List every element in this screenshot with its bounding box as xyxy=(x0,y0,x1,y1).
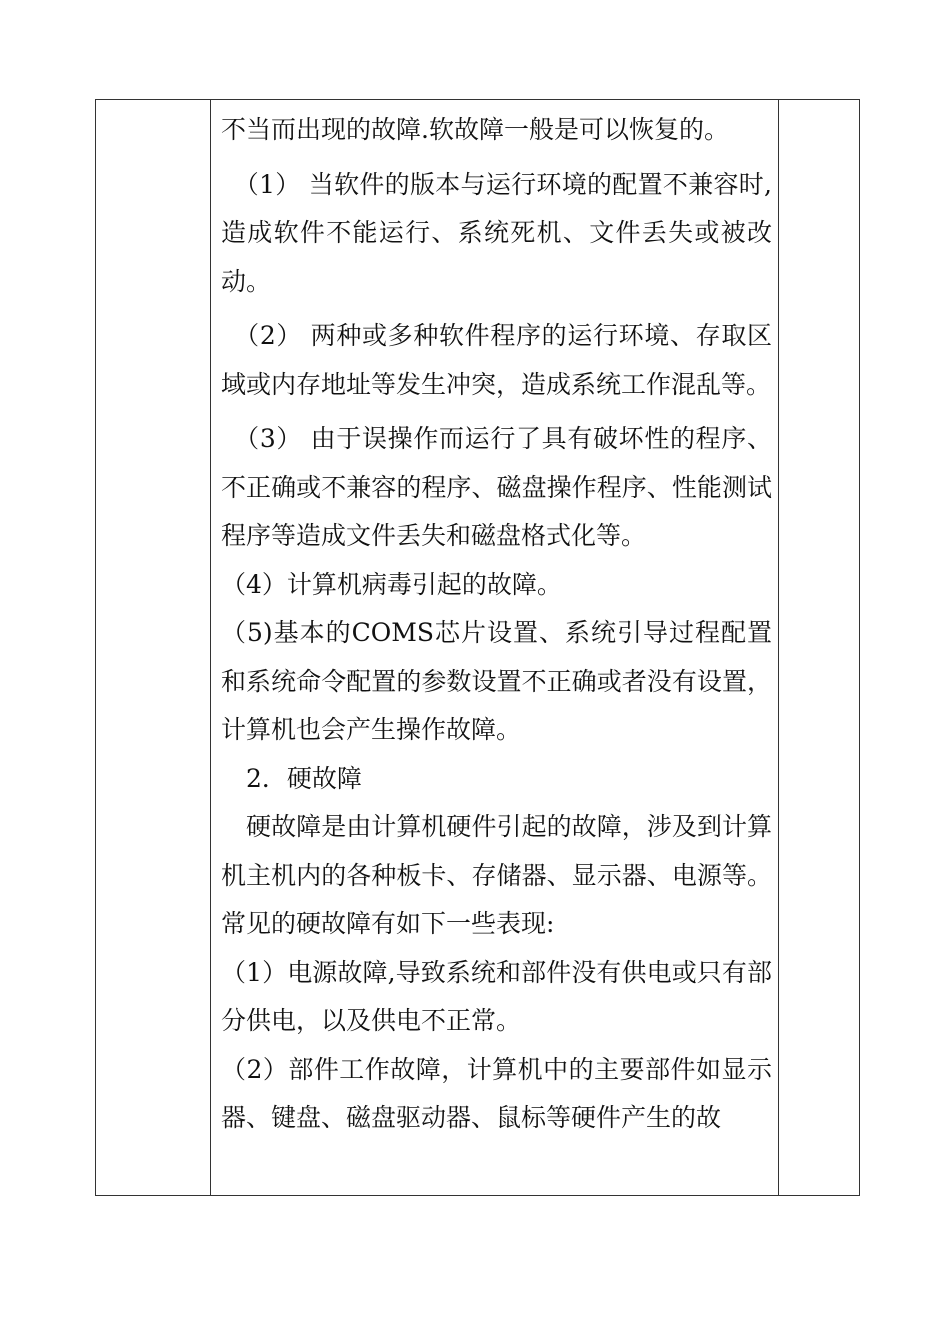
table-row xyxy=(96,100,860,1196)
paragraph-hard-fault-2: （2）部件工作故障，计算机中的主要部件如显示器、键盘、磁盘驱动器、鼠标等硬件产生的故 xyxy=(221,1054,772,1132)
main-content-cell xyxy=(211,100,779,1196)
paragraph-soft-fault-4: （4）计算机病毒引起的故障。 xyxy=(221,569,562,599)
paragraph-hard-fault-1: （1）电源故障,导致系统和部件没有供电或只有部分供电，以及供电不正常。 xyxy=(221,957,772,1035)
right-column-cell xyxy=(779,100,860,1196)
paragraph-hard-fault-intro: 硬故障是由计算机硬件引起的故障，涉及到计算机主机内的各种板卡、存储器、显示器、电源等。常见的硬故障有如下一些表现: xyxy=(221,812,772,938)
left-column-cell xyxy=(96,100,211,1196)
paragraph-soft-fault-3: （3） 由于误操作而运行了具有破坏性的程序、不正确或不兼容的程序、磁盘操作程序、性能测试程序等造成文件丢失和磁盘格式化等。 xyxy=(221,424,772,550)
paragraph-soft-fault-2: （2） 两种或多种软件程序的运行环境、存取区域或内存地址等发生冲突，造成系统工作混乱等。 xyxy=(221,321,772,399)
paragraph-continuation: 不当而出现的故障.软故障一般是可以恢复的。 xyxy=(221,115,729,144)
paragraph-soft-fault-5: （5)基本的COMS芯片设置、系统引导过程配置和系统命令配置的参数设置不正确或者没有设置，计算机也会产生操作故障。 xyxy=(221,618,772,744)
content-table xyxy=(95,99,860,1196)
body-text xyxy=(211,100,778,1143)
section-heading-hard-fault: 2．硬故障 xyxy=(221,763,362,793)
paragraph-soft-fault-1: （1） 当软件的版本与运行环境的配置不兼容时,造成软件不能运行、系统死机、文件丢失或被改动。 xyxy=(221,169,772,296)
